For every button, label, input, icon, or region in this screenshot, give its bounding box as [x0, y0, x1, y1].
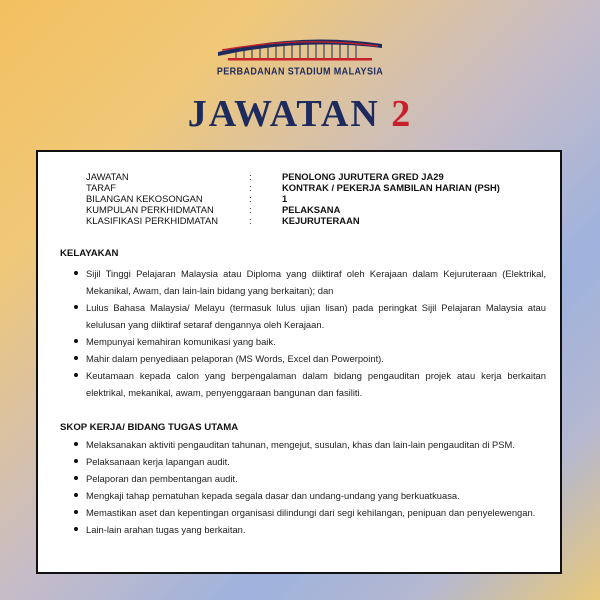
list-item: Sijil Tinggi Pelajaran Malaysia atau Diploma yang diiktiraf oleh Kerajaan dalam Kejuruteraan (Elektrikal, Mekanikal, Awam, dan lain-lain bidang yang berkaitan); dan: [74, 265, 546, 299]
list-item: Mempunyai kemahiran komunikasi yang baik.: [74, 333, 546, 350]
info-separator: :: [249, 193, 252, 204]
kelayakan-list: [74, 265, 546, 401]
list-item: Pelaporan dan pembentangan audit.: [74, 470, 546, 487]
info-value: 1: [282, 193, 288, 204]
info-row-kumpulan: [86, 204, 500, 215]
info-label: TARAF: [86, 182, 117, 193]
list-item: Mengkaji tahap pematuhan kepada segala dasar dan undang-undang yang berkuatkuasa.: [74, 487, 546, 504]
title-number: 2: [391, 93, 413, 135]
list-item: Melaksanakan aktiviti pengauditan tahunan, mengejut, susulan, khas dan lain-lain pengauditan di PSM.: [74, 436, 546, 453]
job-info-table: [86, 171, 500, 226]
list-item: Mahir dalam penyediaan pelaporan (MS Words, Excel dan Powerpoint).: [74, 350, 546, 367]
skop-list: [74, 436, 546, 538]
section-title-kelayakan: KELAYAKAN: [60, 248, 119, 259]
info-row-jawatan: [86, 171, 500, 182]
info-row-bilangan: [86, 193, 500, 204]
info-label: JAWATAN: [86, 171, 129, 182]
info-label: BILANGAN KEKOSONGAN: [86, 193, 203, 204]
info-value: KONTRAK / PEKERJA SAMBILAN HARIAN (PSH): [282, 182, 500, 193]
info-value: PENOLONG JURUTERA GRED JA29: [282, 171, 444, 182]
info-separator: :: [249, 182, 252, 193]
logo-text: PERBADANAN STADIUM MALAYSIA: [216, 65, 384, 77]
list-item: Lain-lain arahan tugas yang berkaitan.: [74, 521, 546, 538]
list-item: Lulus Bahasa Malaysia/ Melayu (termasuk lulus ujian lisan) pada peringkat Sijil Pelajaran Malaysia atau kelulusan yang diiktiraf setaraf dengannya oleh Kerajaan.: [74, 299, 546, 333]
info-row-klasifikasi: [86, 215, 500, 226]
info-separator: :: [249, 204, 252, 215]
info-value: PELAKSANA: [282, 204, 341, 215]
info-separator: :: [249, 215, 252, 226]
info-value: KEJURUTERAAN: [282, 215, 360, 226]
job-card: [36, 150, 562, 574]
info-label: KLASIFIKASI PERKHIDMATAN: [86, 215, 218, 226]
info-row-taraf: [86, 182, 500, 193]
info-separator: :: [249, 171, 252, 182]
list-item: Keutamaan kepada calon yang berpengalaman dalam bidang pengauditan projek atau kerja berkaitan elektrikal, mekanikal, awam, penyenggaraan bangunan dan fasiliti.: [74, 367, 546, 401]
section-title-skop: SKOP KERJA/ BIDANG TUGAS UTAMA: [60, 422, 239, 433]
psm-logo: [214, 28, 386, 80]
list-item: Memastikan aset dan kepentingan organisasi dilindungi dari segi kehilangan, penipuan dan penyelewengan.: [74, 504, 546, 521]
title-label: JAWATAN: [187, 93, 380, 135]
list-item: Pelaksanaan kerja lapangan audit.: [74, 453, 546, 470]
page-title: [0, 92, 600, 136]
stadium-logo-icon: [214, 28, 386, 64]
info-label: KUMPULAN PERKHIDMATAN: [86, 204, 214, 215]
